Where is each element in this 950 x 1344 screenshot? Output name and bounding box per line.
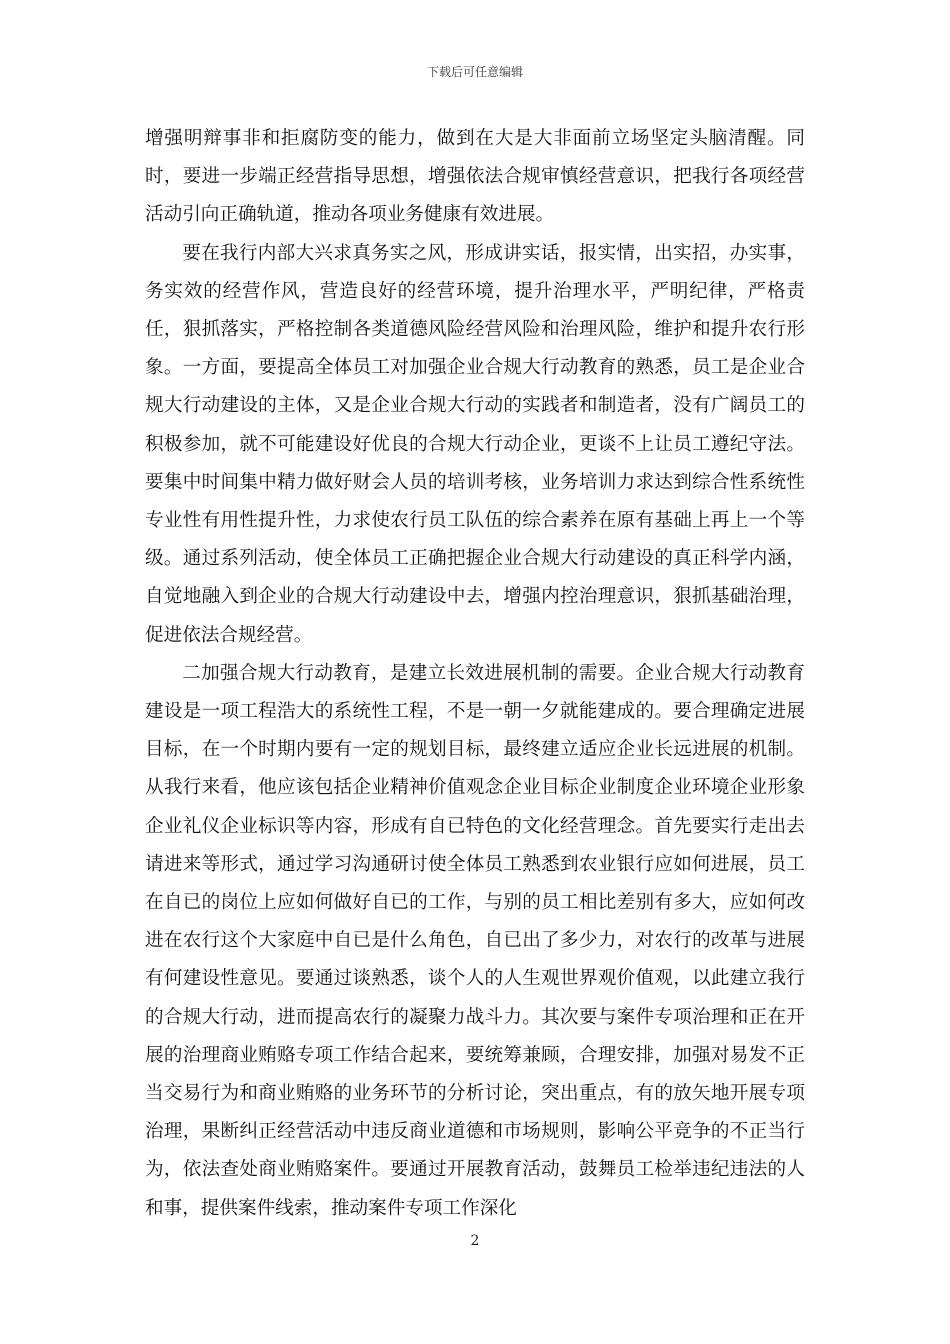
page-header: 下载后可任意编辑 (426, 65, 523, 79)
page-number: 2 (470, 1233, 480, 1249)
paragraph: 二加强合规大行动教育，是建立长效进展机制的需要。企业合规大行动教育建设是一项工程浩大的系统性工程，不是一朝一夕就能建成的。要合理确定进展目标，在一个时期内要有一定的规划目标，最终建立适应企业长远进展的机制。从我行来看，他应该包括企业精神价值观念企业目标企业制度企业环境企业形象企业礼仪企业标识等内容，形成有自已特色的文化经营理念。首先要实行走出去请进来等形式，通过学习沟通研讨使全体员工熟悉到农业银行应如何进展，员工在自已的岗位上应如何做好自已的工作，与别的员工相比差别有多大，应如何改进在农行这个大家庭中自已是什么角色，自已出了多少力，对农行的改革与进展有何建设性意见。要通过谈熟悉，谈个人的人生观世界观价值观，以此建立我行的合规大行动，进而提高农行的凝聚力战斗力。其次要与案件专项治理和正在开展的治理商业贿赂专项工作结合起来，要统筹兼顾，合理安排，加强对易发不正当交易行为和商业贿赂的业务环节的分析讨论，突出重点，有的放矢地开展专项治理，果断纠正经营活动中违反商业道德和市场规则，影响公平竞争的不正当行为，依法查处商业贿赂案件。要通过开展教育活动，鼓舞员工检举违纪违法的人和事，提供案件线索，推动案件专项工作深化 (145, 662, 805, 1219)
paragraph-continuation: 增强明辩事非和拒腐防变的能力，做到在大是大非面前立场坚定头脑清醒。同时，要进一步端正经营指导思想，增强依法合规审慎经营意识，把我行各项经营活动引向正确轨道，推动各项业务健康有效进展。 (145, 128, 805, 226)
paragraph: 要在我行内部大兴求真务实之风，形成讲实话，报实情，出实招，办实事，务实效的经营作风，营造良好的经营环境，提升治理水平，严明纪律，严格责任，狠抓落实，严格控制各类道德风险经营风险和治理风险，维护和提升农行形象。一方面，要提高全体员工对加强企业合规大行动教育的熟悉，员工是企业合规大行动建设的主体，又是企业合规大行动的实践者和制造者，没有广阔员工的积极参加，就不可能建设好优良的合规大行动企业，更谈不上让员工遵纪守法。要集中时间集中精力做好财会人员的培训考核，业务培训力求达到综合性系统性专业性有用性提升性，力求使农行员工队伍的综合素养在原有基础上再上一个等级。通过系列活动，使全体员工正确把握企业合规大行动建设的真正科学内涵，自觉地融入到企业的合规大行动建设中去，增强内控治理意识，狠抓基础治理，促进依法合规经营。 (145, 242, 805, 646)
document-body (145, 120, 805, 1228)
